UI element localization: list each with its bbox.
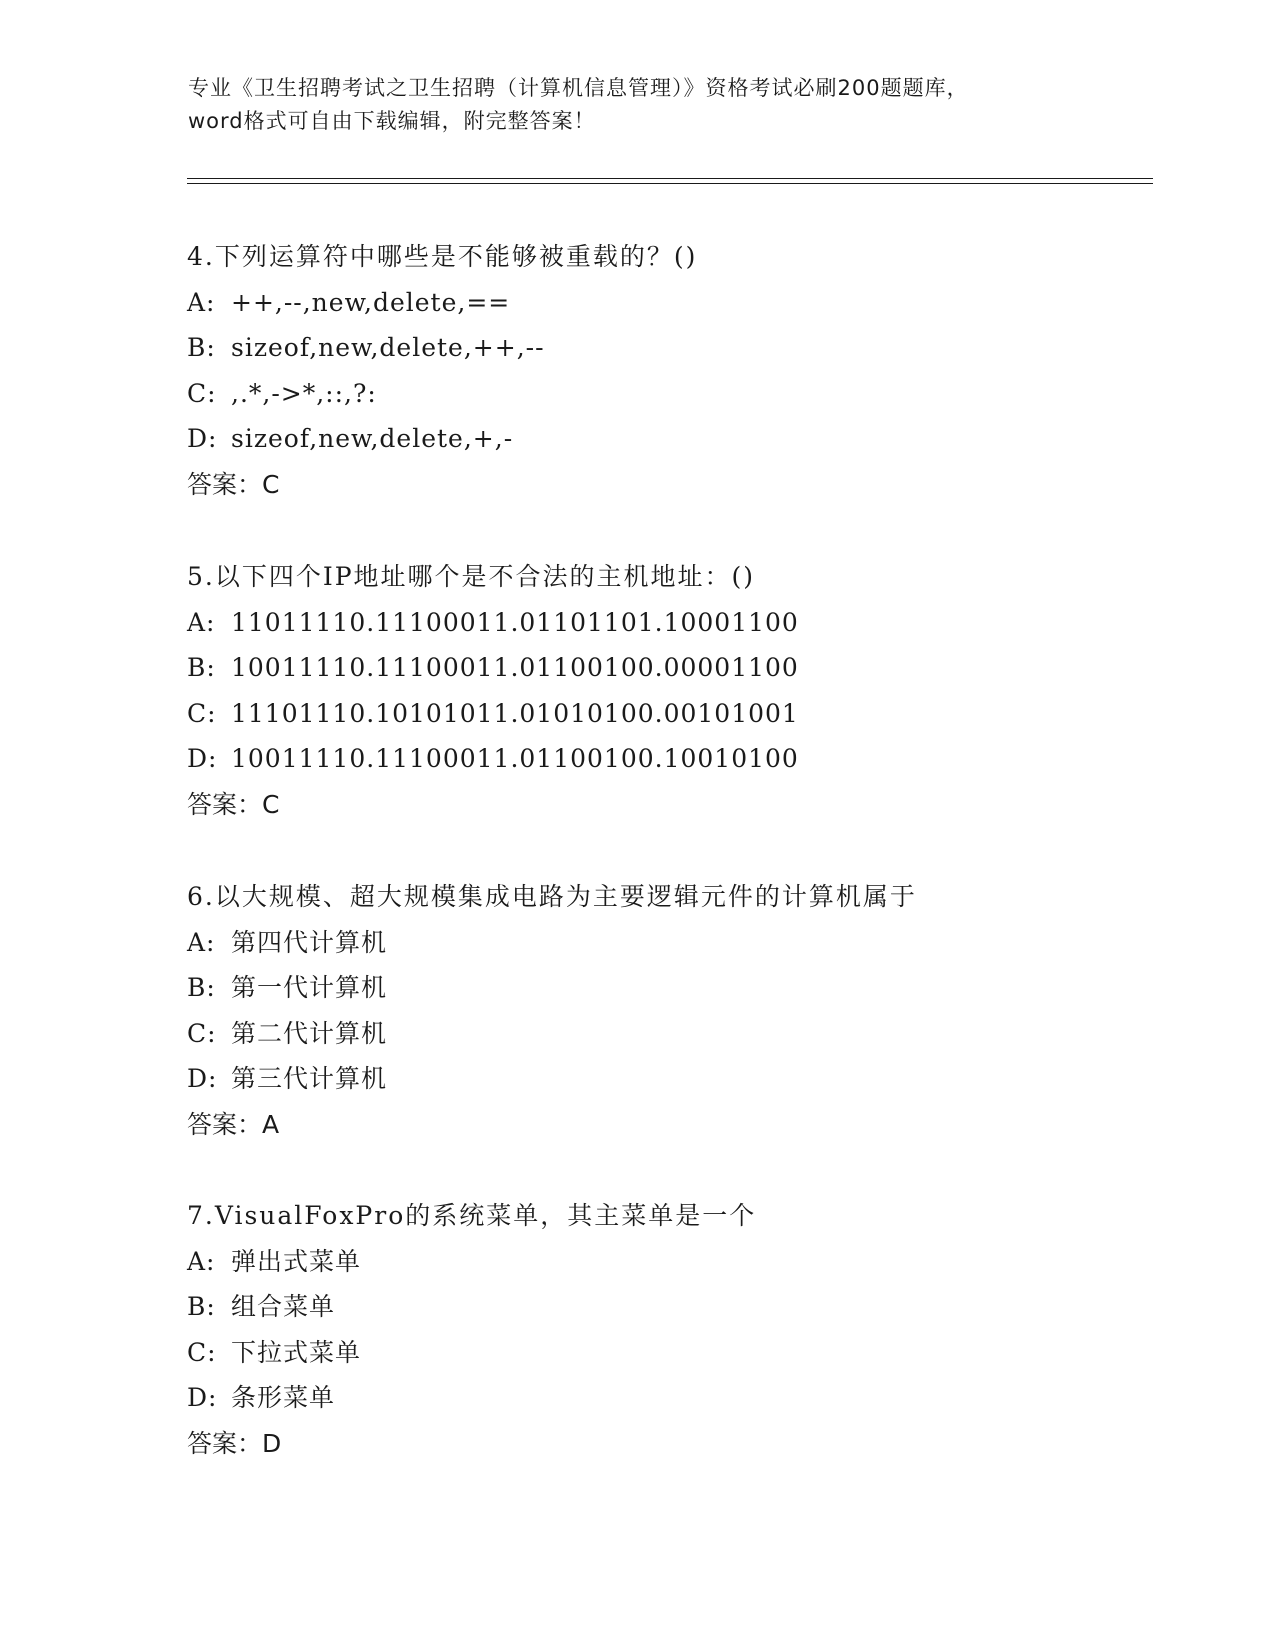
option-b [187, 325, 1187, 371]
option-text: 10011110.11100011.01100100.00001100 [231, 653, 799, 682]
option-b [187, 965, 1187, 1011]
answer-line: 答案：C [187, 469, 280, 499]
question-stem: 6.以大规模、超大规模集成电路为主要逻辑元件的计算机属于 [187, 882, 917, 911]
option-key: D: [187, 1064, 218, 1093]
option-c [187, 691, 1187, 737]
option-key: B: [187, 333, 216, 362]
header-line-2: word格式可自由下载编辑，附完整答案！ [188, 109, 596, 133]
option-d [187, 1056, 1187, 1102]
header-divider-top [187, 178, 1153, 179]
option-text: 第三代计算机 [231, 1064, 388, 1093]
option-a [187, 920, 1187, 966]
option-key: D: [187, 744, 218, 773]
option-key: A: [187, 1246, 216, 1276]
option-key: C: [187, 1337, 217, 1367]
answer-line: 答案：A [187, 1109, 280, 1139]
option-text: sizeof,new,delete,+,- [231, 424, 514, 453]
option-b [187, 1284, 1187, 1330]
option-text: 弹出式菜单 [231, 1246, 362, 1276]
option-text: ++,--,new,delete,== [231, 287, 511, 317]
option-key: A: [187, 287, 216, 317]
option-key: C: [187, 1018, 217, 1048]
option-text: 组合菜单 [231, 1292, 336, 1321]
answer-line: 答案：D [187, 1428, 282, 1458]
option-text: 第二代计算机 [231, 1018, 388, 1048]
option-key: A: [187, 927, 216, 957]
question-block [187, 1193, 1187, 1466]
answer-line: 答案：C [187, 789, 280, 819]
option-d [187, 1375, 1187, 1421]
option-key: C: [187, 698, 217, 728]
option-text: 11101110.10101011.01010100.00101001 [231, 698, 799, 728]
option-text: 11011110.11100011.01101101.10001100 [231, 607, 799, 637]
question-block [187, 554, 1187, 827]
option-text: 条形菜单 [231, 1383, 336, 1412]
question-stem: 4.下列运算符中哪些是不能够被重载的？() [187, 242, 698, 271]
question-block [187, 234, 1187, 507]
header-divider-bottom [187, 183, 1153, 184]
option-text: 下拉式菜单 [231, 1337, 362, 1367]
option-text: sizeof,new,delete,++,-- [231, 333, 545, 362]
option-c [187, 1011, 1187, 1057]
header-line-1: 专业《卫生招聘考试之卫生招聘（计算机信息管理）》资格考试必刷200题题库， [188, 76, 969, 100]
question-stem: 5.以下四个IP地址哪个是不合法的主机地址：() [187, 562, 756, 591]
option-key: B: [187, 653, 216, 682]
document-header [188, 72, 1088, 138]
option-key: B: [187, 973, 216, 1002]
option-text: ,.*,->*,::,?: [231, 378, 377, 408]
option-text: 10011110.11100011.01100100.10010100 [231, 744, 799, 773]
option-a [187, 1239, 1187, 1285]
option-key: A: [187, 607, 216, 637]
option-d [187, 416, 1187, 462]
option-key: D: [187, 424, 218, 453]
option-key: D: [187, 1383, 218, 1412]
option-key: C: [187, 378, 217, 408]
option-c [187, 371, 1187, 417]
option-b [187, 645, 1187, 691]
option-key: B: [187, 1292, 216, 1321]
option-text: 第一代计算机 [231, 973, 388, 1002]
option-a [187, 600, 1187, 646]
option-text: 第四代计算机 [231, 927, 388, 957]
question-block [187, 874, 1187, 1147]
question-stem: 7.VisualFoxPro的系统菜单，其主菜单是一个 [187, 1201, 757, 1230]
option-a [187, 280, 1187, 326]
option-d [187, 736, 1187, 782]
option-c [187, 1330, 1187, 1376]
